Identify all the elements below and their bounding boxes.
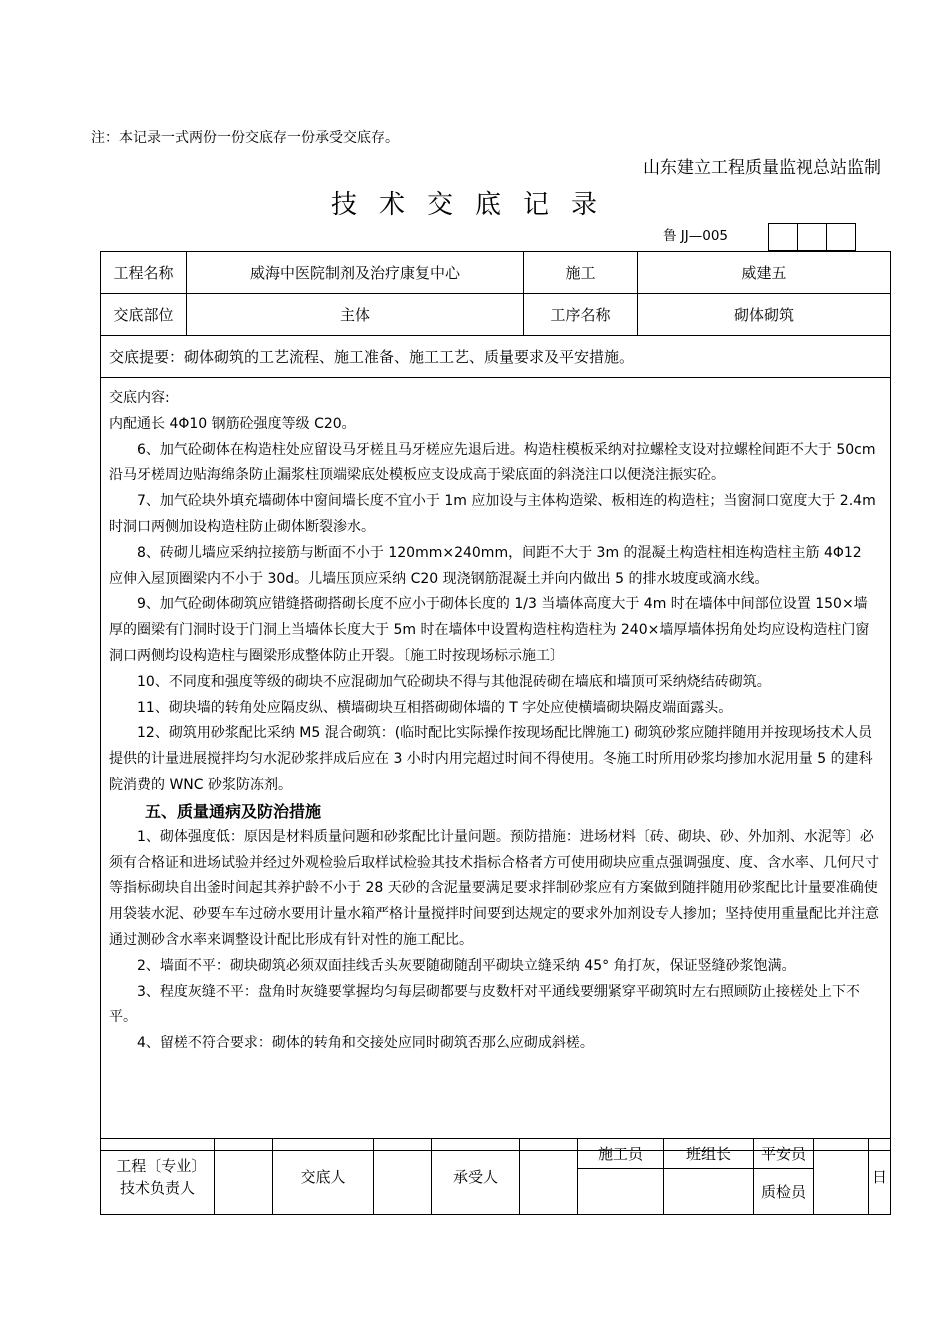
construction-value: 威建五 xyxy=(638,252,891,294)
code-box xyxy=(797,223,827,251)
day-label: 日 xyxy=(869,1139,891,1215)
section-line: 2、墙面不平：砌块砌筑必须双面挂线舌头灰要随砌随刮平砌块立缝采纳 45° 角打灰，保证竖缝砂浆饱满。 xyxy=(137,957,796,974)
table-row xyxy=(101,378,891,1151)
content-line: 10、不同度和强度等级的砌块不应混砌加气砼砌块不得与其他混砖砌在墙底和墙顶可采纳烧结砖砌筑。 xyxy=(137,673,771,690)
presenter-label: 交底人 xyxy=(273,1139,374,1215)
tech-lead-sign xyxy=(215,1139,273,1215)
content-line: 7、加气砼块外填充墙砌体中窗间墙长度不宜小于 1m 应加设与主体构造梁、板相连的构造柱；当窗洞口宽度大于 2.4m 时洞口两侧加设构造柱防止砌体断裂渗水。 xyxy=(109,493,876,535)
construction-label: 施工 xyxy=(524,252,638,294)
summary-cell: 交底提要：砌体砌筑的工艺流程、施工准备、施工工艺、质量要求及平安措施。 xyxy=(101,336,891,378)
section-title: 五、质量通病及防治措施 xyxy=(145,801,322,821)
content-line: 8、砖砌儿墙应采纳拉接筋与断面不小于 120mm×240mm，间距不大于 3m 的混凝土构造柱相连构造柱主筋 4Φ12 应伸入屋顶圈梁内不小于 30d。儿墙压顶应采纳 C20 现浇钢筋混凝土并向内做出 5 的排水坡度或滴水线。 xyxy=(109,544,862,587)
signature-table xyxy=(100,1138,891,1215)
section-line: 4、留槎不符合要求：砌体的转角和交接处应同时砌筑否那么应砌成斜槎。 xyxy=(137,1035,594,1052)
process-value: 砌体砌筑 xyxy=(638,294,891,336)
table-row xyxy=(101,1139,891,1169)
part-label: 交底部位 xyxy=(101,294,187,336)
content-line: 内配通长 4Φ10 钢筋砼强度等级 C20。 xyxy=(109,415,356,432)
worker-label: 施工员 xyxy=(578,1139,664,1169)
code-box xyxy=(826,223,856,251)
project-name-label: 工程名称 xyxy=(101,252,187,294)
worker-sign xyxy=(578,1169,664,1215)
table-row xyxy=(101,336,891,378)
receiver-sign xyxy=(520,1139,578,1215)
table-row xyxy=(101,294,891,336)
quality-label: 质检员 xyxy=(754,1169,814,1215)
content-cell xyxy=(101,378,891,1151)
form-code: 鲁 JJ—005 xyxy=(663,228,729,244)
part-value: 主体 xyxy=(187,294,524,336)
process-label: 工序名称 xyxy=(524,294,638,336)
section-line: 1、砌体强度低：原因是材料质量问题和砂浆配比计量问题。预防措施：进场材料〔砖、砌块、砂、外加剂、水泥等〕必须有合格证和进场试验并经过外观检验后取样试检验其技术指标合格者方可使用砌块应重点强调强度、度、含水率、几何尺寸等指标砌块自出釜时间起其养护龄不小于 28 天砂的含泥量要满足要求拌制砂浆应有方案做到随拌随用砂浆配比计量要准确使用袋装水泥、砂要车车过磅水要用计量水箱严格计量搅拌时间要到达规定的要求外加剂设专人掺加；坚持使用重量配比并注意通过测砂含水率来调整设计配比形成有针对性的施工配比。 xyxy=(109,828,879,948)
team-leader-sign xyxy=(664,1169,754,1215)
content-line: 9、加气砼砌体砌筑应错缝搭砌搭砌长度不应小于砌体长度的 1/3 当墙体高度大于 4m 时在墙体中间部位设置 150×墙厚的圈梁有门洞时设于门洞上当墙体长度大于 5m 时在墙体中设置构造柱构造柱为 240×墙厚墙体拐角处均应设构造柱门窗洞口两侧均设构造柱与圈梁形成整体防止开裂。〔施工时按现场标示施工〕 xyxy=(109,596,870,664)
content-line: 6、加气砼砌体在构造柱处应留设马牙槎且马牙槎应先退后进。构造柱模板采纳对拉螺栓支设对拉螺栓间距不大于 50cm 沿马牙槎周边贴海绵条防止漏浆柱顶端梁底处模板应支设成高于梁底面的斜浇注口以便浇注振实砼。 xyxy=(109,441,876,484)
content-line: 11、砌块墙的转角处应隔皮纵、横墙砌块互相搭砌砌体墙的 T 字处应使横墙砌块隔皮端面露头。 xyxy=(137,699,733,716)
code-box xyxy=(768,223,798,251)
content-heading: 交底内容: xyxy=(109,390,170,406)
page-title: 技术交底记录 xyxy=(330,190,619,220)
team-leader-label: 班组长 xyxy=(664,1139,754,1169)
receiver-label: 承受人 xyxy=(432,1139,520,1215)
project-name-value: 威海中医院制剂及治疗康复中心 xyxy=(187,252,524,294)
section-line: 3、程度灰缝不平：盘角时灰缝要掌握均匀每层砌都要与皮数杆对平通线要绷紧穿平砌筑时左右照顾防止接槎处上下不平。 xyxy=(109,983,860,1026)
tech-lead-label: 工程〔专业〕技术负责人 xyxy=(101,1139,215,1215)
content-line: 12、砌筑用砂浆配比采纳 M5 混合砌筑：(临时配比实际操作按现场配比牌施工) 砌筑砂浆应随拌随用并按现场技术人员提供的计量进展搅拌均匀水泥砂浆拌成后应在 3 小时内用完超过时间不得使用。冬施工时所用砂浆均掺加水泥用量 5 的建科院消费的 WNC 砂浆防冻剂。 xyxy=(109,725,873,793)
handover-table xyxy=(100,251,891,1151)
supervisor-label: 山东建立工程质量监视总站监制 xyxy=(643,158,881,178)
presenter-sign xyxy=(374,1139,432,1215)
table-row xyxy=(101,252,891,294)
safety-label: 平安员 xyxy=(754,1139,814,1169)
code-boxes xyxy=(769,223,856,251)
record-note: 注：本记录一式两份一份交底存一份承受交底存。 xyxy=(91,130,399,146)
date-cell xyxy=(814,1139,869,1215)
